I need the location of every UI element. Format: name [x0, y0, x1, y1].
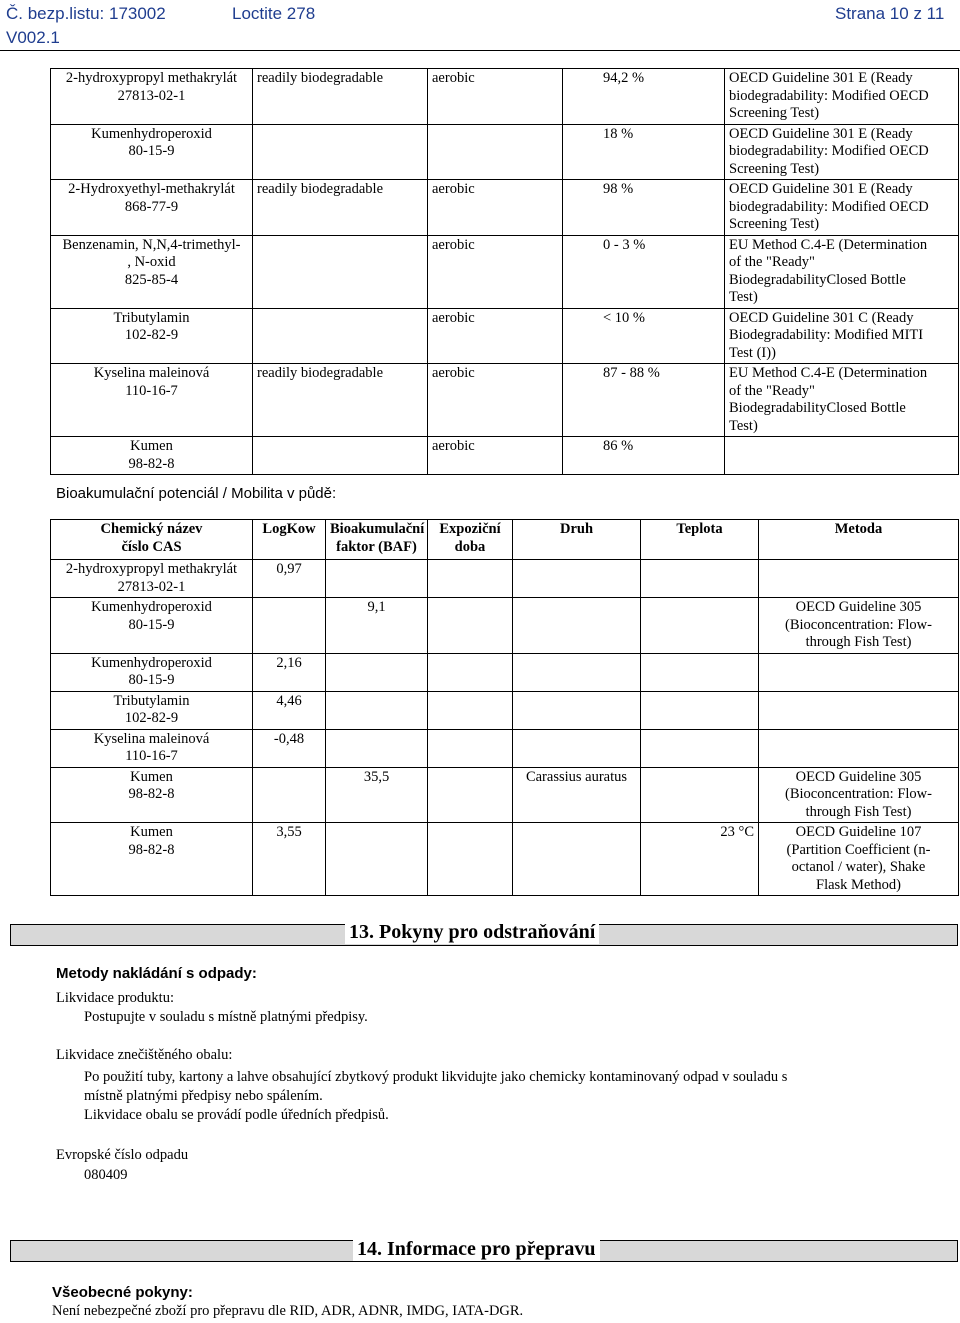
cell-line: of the "Ready" — [729, 382, 815, 399]
method-cell — [725, 437, 959, 475]
method-cell — [725, 235, 959, 308]
version: V002.1 — [6, 28, 60, 47]
cell-line: Kyselina maleinová — [93, 365, 210, 381]
value-cell — [563, 235, 725, 308]
method-cell — [759, 691, 959, 729]
cell-line: OECD Guideline 305 — [795, 599, 922, 615]
name-cell — [51, 560, 253, 598]
table-row — [51, 437, 959, 475]
logkow-cell — [253, 823, 326, 896]
cell-text: Teplota — [676, 521, 723, 537]
temperature-cell — [641, 767, 759, 823]
baf-cell — [326, 598, 428, 654]
header-name — [51, 520, 253, 560]
cell-text: aerobic — [432, 236, 475, 253]
header-temperature — [641, 520, 759, 560]
cell-line: faktor (BAF) — [336, 538, 417, 555]
cell-line: biodegradability: Modified OECD — [729, 87, 929, 104]
cell-text: -0,48 — [273, 730, 305, 747]
baf-cell — [326, 767, 428, 823]
type-cell — [428, 69, 563, 125]
substance-cell — [51, 364, 253, 437]
cell-line: OECD Guideline 305 — [795, 768, 922, 785]
cell-line: octanol / water), Shake — [791, 859, 926, 875]
baf-cell — [326, 560, 428, 598]
temperature-cell — [641, 729, 759, 767]
name-cell — [51, 598, 253, 654]
cell-line: Kumenhydroperoxid — [91, 125, 212, 142]
method-cell — [759, 653, 959, 691]
name-cell — [51, 767, 253, 823]
logkow-cell — [253, 767, 326, 823]
result-cell — [253, 437, 428, 475]
cell-line: EU Method C.4-E (Determination — [729, 236, 928, 253]
species-cell — [513, 653, 641, 691]
baf-cell — [326, 653, 428, 691]
cell-text: readily biodegradable — [257, 181, 384, 197]
cell-line: OECD Guideline 107 — [795, 824, 922, 840]
cell-line: (Bioconcentration: Flow- — [785, 786, 932, 802]
packaging-text-1: Po použití tuby, kartony a lahve obsahující zbytkový produkt likvidujte jako chemicky kontaminovaný odpad v souladu s — [84, 1069, 788, 1085]
table-row — [51, 653, 959, 691]
page-number: Strana 10 z 11 — [835, 4, 945, 23]
cell-line: through Fish Test) — [805, 803, 912, 820]
cell-line: OECD Guideline 301 E (Ready — [729, 125, 913, 142]
result-cell — [253, 124, 428, 180]
method-cell — [725, 364, 959, 437]
general-text: Není nebezpečné zboží pro přepravu dle RID, ADR, ADNR, IMDG, IATA-DGR. — [52, 1303, 524, 1319]
cell-line: Kumen — [130, 438, 173, 454]
cell-line: Tributylamin — [113, 692, 190, 709]
cell-line: biodegradability: Modified OECD — [729, 143, 929, 159]
header-method — [759, 520, 959, 560]
logkow-cell — [253, 598, 326, 654]
value-cell — [563, 308, 725, 364]
baf-cell — [326, 691, 428, 729]
cell-text: aerobic — [432, 365, 475, 381]
exposure-cell — [428, 560, 513, 598]
header-exposure — [428, 520, 513, 560]
species-cell — [513, 560, 641, 598]
cell-text: aerobic — [432, 438, 475, 454]
temperature-cell — [641, 823, 759, 896]
species-cell — [513, 691, 641, 729]
method-cell — [725, 124, 959, 180]
method-cell — [759, 767, 959, 823]
type-cell — [428, 180, 563, 236]
doc-number: Č. bezp.listu: 173002 — [6, 4, 166, 23]
exposure-cell — [428, 823, 513, 896]
cell-line: 110-16-7 — [125, 748, 178, 764]
cell-text: 87 - 88 % — [603, 365, 660, 381]
cell-line: Flask Method) — [816, 876, 901, 893]
cell-line: Screening Test) — [729, 216, 820, 232]
exposure-cell — [428, 729, 513, 767]
result-cell — [253, 364, 428, 437]
cell-line: 110-16-7 — [125, 382, 178, 399]
cell-line: Kumen — [130, 768, 173, 785]
cell-line: 27813-02-1 — [117, 87, 186, 104]
packaging-label: Likvidace znečištěného obalu: — [56, 1047, 233, 1063]
type-cell — [428, 235, 563, 308]
logkow-cell — [253, 691, 326, 729]
type-cell — [428, 364, 563, 437]
cell-line: Chemický název — [100, 521, 203, 537]
cell-text: aerobic — [432, 181, 475, 197]
temperature-cell — [641, 560, 759, 598]
cell-text: < 10 % — [603, 309, 646, 326]
cell-text: aerobic — [432, 70, 475, 86]
table-row — [51, 560, 959, 598]
cell-line: 102-82-9 — [124, 327, 179, 343]
cell-line: Kyselina maleinová — [93, 730, 210, 747]
table-row — [51, 69, 959, 125]
temperature-cell — [641, 598, 759, 654]
species-cell — [513, 598, 641, 654]
bioacc-heading: Bioakumulační potenciál / Mobilita v půdě: — [56, 485, 337, 502]
cell-text: Druh — [559, 521, 594, 537]
exposure-cell — [428, 767, 513, 823]
header-species — [513, 520, 641, 560]
header-baf — [326, 520, 428, 560]
cell-line: doba — [454, 538, 486, 555]
cell-text: LogKow — [262, 521, 316, 537]
result-cell — [253, 69, 428, 125]
name-cell — [51, 691, 253, 729]
method-cell — [759, 823, 959, 896]
species-cell — [513, 823, 641, 896]
table-row — [51, 691, 959, 729]
baf-cell — [326, 823, 428, 896]
cell-text: 0 - 3 % — [603, 236, 646, 253]
methods-heading: Metody nakládání s odpady: — [56, 965, 257, 982]
degradation-table — [50, 68, 959, 475]
name-cell — [51, 653, 253, 691]
type-cell — [428, 437, 563, 475]
exposure-cell — [428, 598, 513, 654]
cell-line: , N-oxid — [127, 254, 176, 270]
cell-line: OECD Guideline 301 C (Ready — [729, 309, 914, 326]
table-row — [51, 124, 959, 180]
cell-line: 80-15-9 — [128, 672, 175, 688]
cell-line: EU Method C.4-E (Determination — [729, 365, 928, 381]
header-rule — [0, 50, 960, 51]
substance-cell — [51, 124, 253, 180]
product-text: Postupujte v souladu s místně platnými předpisy. — [84, 1009, 368, 1025]
value-cell — [563, 180, 725, 236]
cell-line: of the "Ready" — [729, 254, 815, 270]
packaging-text-3: Likvidace obalu se provádí podle úředních předpisů. — [84, 1107, 389, 1123]
cell-text: readily biodegradable — [257, 70, 384, 86]
type-cell — [428, 308, 563, 364]
value-cell — [563, 437, 725, 475]
table-row — [51, 767, 959, 823]
result-cell — [253, 308, 428, 364]
header-logkow — [253, 520, 326, 560]
cell-line: 98-82-8 — [128, 455, 175, 472]
cell-text: 9,1 — [367, 599, 386, 615]
cell-text: Metoda — [834, 521, 883, 537]
cell-line: 868-77-9 — [124, 198, 179, 215]
method-cell — [725, 308, 959, 364]
method-cell — [725, 69, 959, 125]
substance-cell — [51, 69, 253, 125]
value-cell — [563, 364, 725, 437]
exposure-cell — [428, 691, 513, 729]
cell-line: 2-hydroxypropyl methakrylát — [65, 70, 238, 86]
method-cell — [759, 598, 959, 654]
table-row — [51, 598, 959, 654]
cell-text: aerobic — [432, 309, 475, 326]
section14-title: 14. Informace pro přepravu — [353, 1237, 600, 1261]
cell-text: 3,55 — [276, 824, 302, 840]
cell-line: 2-Hydroxyethyl-methakrylát — [68, 181, 235, 197]
cell-line: 102-82-9 — [124, 710, 179, 726]
bioaccumulation-table — [50, 519, 959, 896]
cell-line: Screening Test) — [729, 105, 820, 121]
method-cell — [759, 560, 959, 598]
cell-line: 98-82-8 — [128, 786, 175, 802]
cell-text: readily biodegradable — [257, 365, 384, 381]
table-row — [51, 180, 959, 236]
substance-cell — [51, 180, 253, 236]
logkow-cell — [253, 729, 326, 767]
cell-line: Biodegradability: Modified MITI — [729, 327, 924, 343]
waste-code: 080409 — [84, 1167, 128, 1183]
waste-label: Evropské číslo odpadu — [56, 1147, 189, 1163]
section13-title: 13. Pokyny pro odstraňování — [345, 920, 599, 944]
cell-line: 80-15-9 — [128, 616, 175, 633]
cell-line: (Bioconcentration: Flow- — [785, 616, 932, 633]
table-header-row — [51, 520, 959, 560]
name-cell — [51, 823, 253, 896]
cell-line: OECD Guideline 301 E (Ready — [729, 70, 913, 86]
result-cell — [253, 235, 428, 308]
cell-line: 2-hydroxypropyl methakrylát — [65, 561, 238, 577]
cell-line: through Fish Test) — [805, 634, 912, 650]
cell-line: Test) — [729, 417, 758, 434]
cell-text: 35,5 — [363, 768, 390, 785]
cell-line: Kumenhydroperoxid — [91, 654, 212, 671]
logkow-cell — [253, 560, 326, 598]
product-name: Loctite 278 — [232, 4, 316, 23]
cell-line: Tributylamin — [113, 309, 190, 326]
cell-line: OECD Guideline 301 E (Ready — [729, 181, 913, 197]
species-cell — [513, 729, 641, 767]
baf-cell — [326, 729, 428, 767]
cell-text: 23 °C — [720, 824, 754, 840]
cell-text: 18 % — [603, 125, 634, 142]
temperature-cell — [641, 653, 759, 691]
table-row — [51, 364, 959, 437]
temperature-cell — [641, 691, 759, 729]
cell-line: (Partition Coefficient (n- — [786, 841, 931, 858]
general-heading: Všeobecné pokyny: — [52, 1284, 193, 1301]
table-row — [51, 823, 959, 896]
cell-line: Bioakumulační — [330, 521, 425, 537]
cell-line: BiodegradabilityClosed Bottle — [729, 400, 906, 416]
species-cell — [513, 767, 641, 823]
logkow-cell — [253, 653, 326, 691]
cell-line: 98-82-8 — [128, 841, 175, 858]
cell-line: Kumen — [130, 824, 173, 840]
method-cell — [725, 180, 959, 236]
cell-text: 2,16 — [276, 654, 302, 671]
cell-line: Benzenamin, N,N,4-trimethyl- — [62, 236, 241, 253]
cell-text: 94,2 % — [603, 70, 645, 86]
name-cell — [51, 729, 253, 767]
cell-line: Expoziční — [439, 521, 501, 537]
cell-line: Test) — [729, 289, 758, 305]
value-cell — [563, 69, 725, 125]
method-cell — [759, 729, 959, 767]
cell-text: Carassius auratus — [525, 768, 628, 785]
cell-line: Test (I)) — [729, 344, 776, 361]
table-row — [51, 308, 959, 364]
substance-cell — [51, 437, 253, 475]
cell-line: BiodegradabilityClosed Bottle — [729, 271, 906, 288]
cell-text: 4,46 — [276, 692, 302, 709]
exposure-cell — [428, 653, 513, 691]
cell-line: Screening Test) — [729, 160, 820, 177]
cell-text: 86 % — [603, 438, 634, 454]
cell-line: 80-15-9 — [128, 143, 175, 159]
substance-cell — [51, 308, 253, 364]
cell-line: biodegradability: Modified OECD — [729, 198, 929, 215]
value-cell — [563, 124, 725, 180]
result-cell — [253, 180, 428, 236]
product-label: Likvidace produktu: — [56, 990, 174, 1006]
table-row — [51, 235, 959, 308]
packaging-text-2: místně platnými předpisy nebo spálením. — [84, 1088, 323, 1104]
cell-text: 0,97 — [276, 561, 302, 577]
cell-line: 825-85-4 — [124, 271, 179, 288]
table-row — [51, 729, 959, 767]
cell-line: Kumenhydroperoxid — [91, 599, 212, 615]
substance-cell — [51, 235, 253, 308]
cell-line: 27813-02-1 — [117, 578, 186, 595]
cell-text: 98 % — [603, 181, 634, 197]
type-cell — [428, 124, 563, 180]
cell-line: číslo CAS — [121, 538, 182, 555]
